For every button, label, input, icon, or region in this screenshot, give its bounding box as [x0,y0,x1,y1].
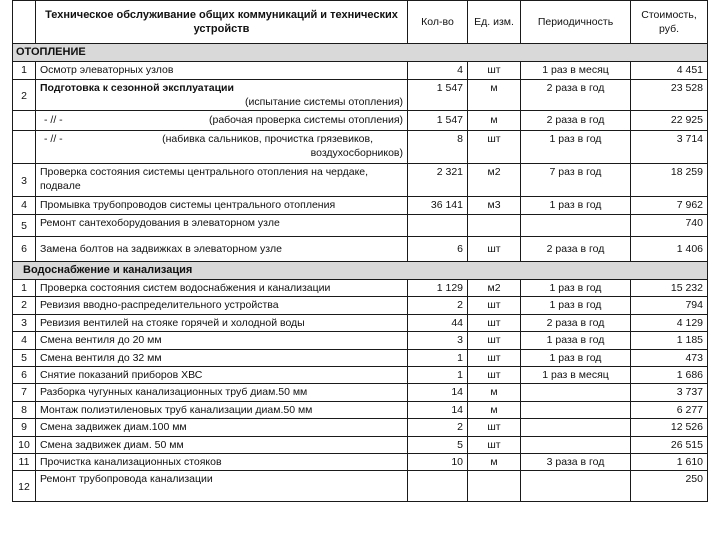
row-desc-cell [36,111,408,131]
row-cost: 15 232 [631,280,708,297]
row-cost: 1 686 [631,367,708,384]
row-desc: Разборка чугунных канализационных труб диам.50 мм [36,384,408,401]
row-qty: 1 547 [408,111,468,131]
row-desc: Замена болтов на задвижках в элеваторном узле [36,237,408,262]
row-cost: 740 [631,215,708,237]
row-qty: 2 321 [408,164,468,197]
table-header-row [13,1,708,44]
header-periodicity: Периодичность [521,1,631,44]
row-num: 6 [13,237,36,262]
row-unit [468,471,521,502]
header-num [13,1,36,44]
row-cost: 1 185 [631,332,708,349]
table-row [13,280,708,297]
row-num [13,131,36,164]
row-num: 5 [13,215,36,237]
row-desc: Проверка состояния системы центрального отопления на чердаке, [40,166,369,178]
row-num: 6 [13,367,36,384]
row-desc: Снятие показаний приборов ХВС [36,367,408,384]
row-periodicity: 2 раза в год [521,237,631,262]
row-qty: 1 [408,367,468,384]
row-unit: м [468,401,521,418]
row-unit: м [468,80,521,111]
row-num: 10 [13,436,36,453]
row-periodicity: 1 раз в год [521,280,631,297]
section-title: ОТОПЛЕНИЕ [13,44,708,62]
row-cost: 6 277 [631,401,708,418]
row-num: 12 [13,471,36,502]
row-periodicity: 1 раз в год [521,131,631,164]
section-heading-heating [13,44,708,62]
row-periodicity [521,384,631,401]
row-qty: 6 [408,237,468,262]
row-desc: Прочистка канализационных стояков [36,454,408,471]
row-unit [468,215,521,237]
row-unit: шт [468,297,521,314]
row-qty: 14 [408,384,468,401]
row-unit: шт [468,131,521,164]
row-num: 1 [13,62,36,80]
header-unit: Ед. изм. [468,1,521,44]
row-cost: 4 451 [631,62,708,80]
row-periodicity: 7 раз в год [521,164,631,197]
row-num: 11 [13,454,36,471]
row-qty: 2 [408,419,468,436]
row-periodicity: 1 раза в год [521,332,631,349]
header-cost: Стоимость, руб. [631,1,708,44]
table-row [13,131,708,164]
row-unit: шт [468,436,521,453]
maintenance-cost-table [12,0,708,502]
row-unit: м [468,111,521,131]
row-cost: 1 406 [631,237,708,262]
row-qty: 14 [408,401,468,418]
row-qty: 1 129 [408,280,468,297]
row-unit: шт [468,62,521,80]
table-row [13,237,708,262]
row-cost: 12 526 [631,419,708,436]
row-qty: 44 [408,314,468,331]
row-desc: Ревизия вводно-распределительного устройства [36,297,408,314]
table-row [13,349,708,366]
row-num: 2 [13,297,36,314]
row-periodicity [521,215,631,237]
row-unit: м3 [468,197,521,215]
row-num: 2 [13,80,36,111]
row-cost: 18 259 [631,164,708,197]
row-unit: шт [468,314,521,331]
row-unit: шт [468,332,521,349]
row-unit: шт [468,367,521,384]
row-cost: 3 737 [631,384,708,401]
row-qty: 10 [408,454,468,471]
table-row [13,314,708,331]
row-desc: (набивка сальников, прочистка грязевиков, [162,133,373,145]
row-cost: 7 962 [631,197,708,215]
row-num: 3 [13,164,36,197]
row-unit: шт [468,419,521,436]
row-desc: (рабочая проверка системы отопления) [208,114,403,126]
row-desc: Ремонт сантехоборудования в элеваторном узле [36,215,408,237]
row-qty: 1 547 [408,80,468,111]
row-qty: 2 [408,297,468,314]
row-unit: м [468,454,521,471]
row-unit: шт [468,349,521,366]
row-cost: 473 [631,349,708,366]
row-desc-cell [36,131,408,164]
row-periodicity: 2 раза в год [521,314,631,331]
table-row [13,80,708,111]
table-row [13,62,708,80]
row-num: 8 [13,401,36,418]
row-desc: Подготовка к сезонной эксплуатации [40,82,234,94]
row-periodicity: 1 раз в месяц [521,367,631,384]
header-title: Техническое обслуживание общих коммуникаций и технических устройств [36,1,408,44]
row-qty [408,215,468,237]
row-qty: 36 141 [408,197,468,215]
table-row [13,297,708,314]
row-desc: Монтаж полиэтиленовых труб канализации диам.50 мм [36,401,408,418]
row-periodicity [521,401,631,418]
row-desc: Смена задвижек диам. 50 мм [36,436,408,453]
row-unit: шт [468,237,521,262]
row-cost: 1 610 [631,454,708,471]
table-row [13,436,708,453]
row-desc-sub: подвале [40,180,81,192]
row-unit: м2 [468,280,521,297]
row-qty: 3 [408,332,468,349]
row-desc: Ремонт трубопровода канализации [36,471,408,502]
row-cost: 26 515 [631,436,708,453]
row-desc: Смена вентиля до 32 мм [36,349,408,366]
row-qty [408,471,468,502]
row-desc: Смена задвижек диам.100 мм [36,419,408,436]
row-desc-sub: воздухосборников) [310,147,403,159]
row-cost: 3 714 [631,131,708,164]
header-qty: Кол-во [408,1,468,44]
table-row [13,332,708,349]
row-num: 4 [13,332,36,349]
table-row [13,384,708,401]
ditto-mark: - // - [44,133,63,145]
row-qty: 5 [408,436,468,453]
row-desc: Ревизия вентилей на стояке горячей и холодной воды [36,314,408,331]
row-num: 7 [13,384,36,401]
row-unit: м [468,384,521,401]
row-num: 4 [13,197,36,215]
row-unit: м2 [468,164,521,197]
row-periodicity: 2 раза в год [521,80,631,111]
row-cost: 250 [631,471,708,502]
row-desc: Проверка состояния систем водоснабжения и канализации [36,280,408,297]
row-desc-sub: (испытание системы отопления) [244,96,403,108]
row-periodicity: 1 раз в год [521,349,631,366]
table-row [13,454,708,471]
table-row [13,471,708,502]
row-periodicity: 1 раз в год [521,297,631,314]
row-periodicity: 2 раза в год [521,111,631,131]
row-num: 3 [13,314,36,331]
row-periodicity: 3 раза в год [521,454,631,471]
row-qty: 8 [408,131,468,164]
row-cost: 794 [631,297,708,314]
table-row [13,197,708,215]
row-periodicity [521,419,631,436]
row-qty: 1 [408,349,468,366]
row-num: 5 [13,349,36,366]
row-num: 1 [13,280,36,297]
ditto-mark: - // - [44,114,63,126]
section-title: Водоснабжение и канализация [13,262,708,280]
table-row [13,419,708,436]
row-cost: 4 129 [631,314,708,331]
table-row [13,367,708,384]
row-desc-cell [36,164,408,197]
row-cost: 23 528 [631,80,708,111]
section-heading-water [13,262,708,280]
table-row [13,401,708,418]
row-periodicity: 1 раз в месяц [521,62,631,80]
row-desc: Смена вентиля до 20 мм [36,332,408,349]
row-desc: Промывка трубопроводов системы центрального отопления [36,197,408,215]
row-periodicity [521,436,631,453]
table-row [13,111,708,131]
row-periodicity: 1 раз в год [521,197,631,215]
row-num [13,111,36,131]
table-row [13,215,708,237]
row-qty: 4 [408,62,468,80]
row-desc: Осмотр элеваторных узлов [36,62,408,80]
row-periodicity [521,471,631,502]
row-num: 9 [13,419,36,436]
row-cost: 22 925 [631,111,708,131]
row-desc-cell [36,80,408,111]
table-row [13,164,708,197]
